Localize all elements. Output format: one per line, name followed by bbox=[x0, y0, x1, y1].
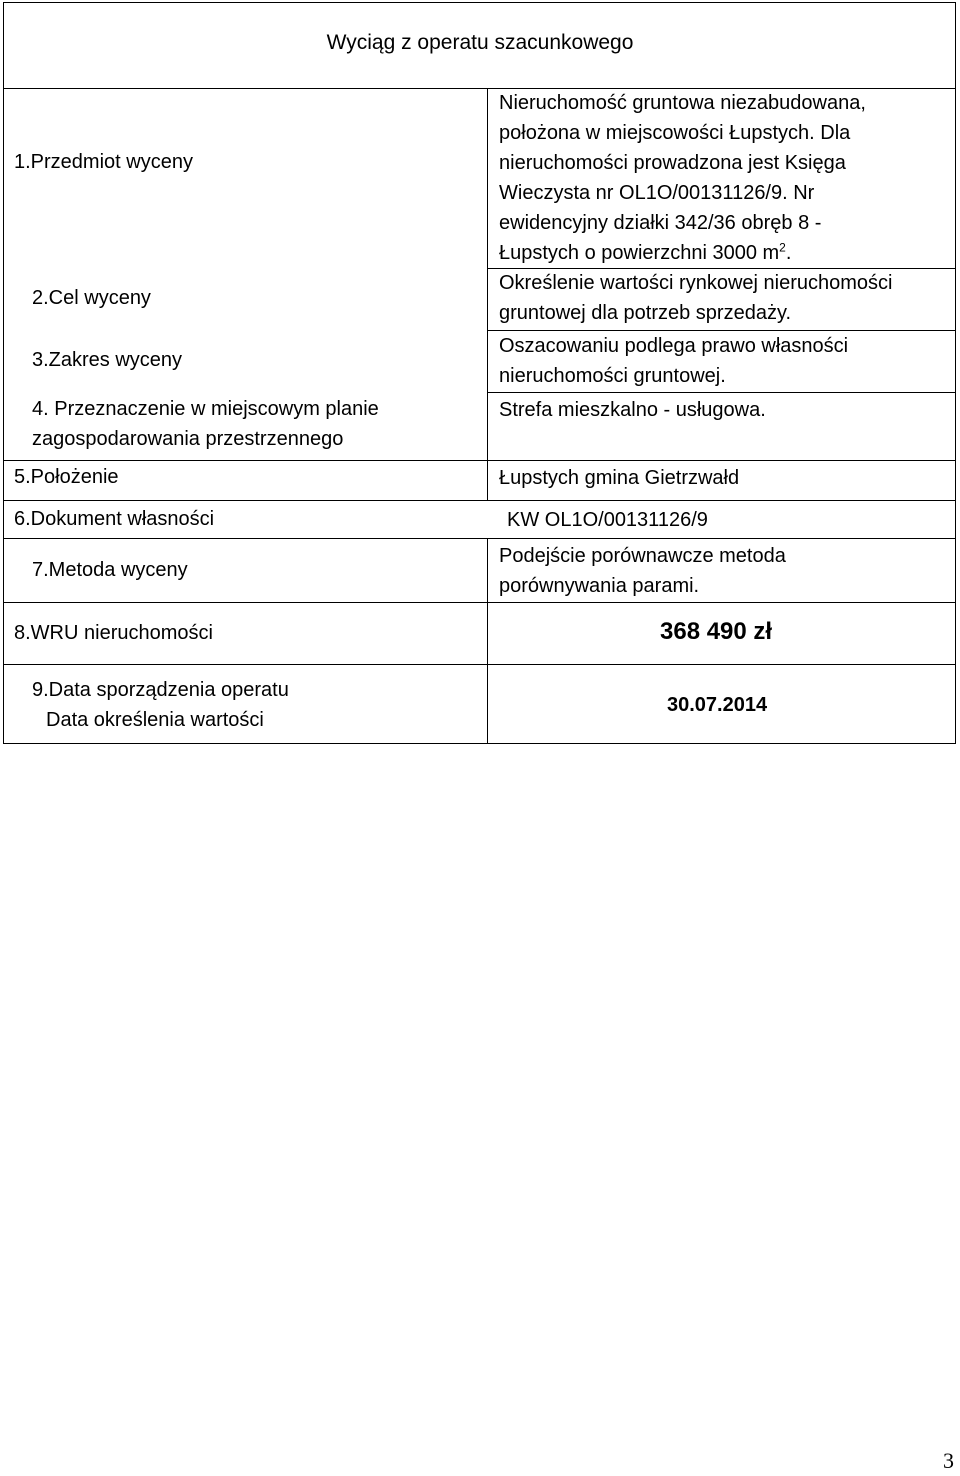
document-title: Wyciąg z operatu szacunkowego bbox=[326, 31, 634, 54]
row-divider bbox=[3, 500, 956, 501]
label-location: 5.Położenie bbox=[14, 466, 119, 488]
value-line: położona w miejscowości Łupstych. Dla bbox=[499, 122, 851, 144]
label-zoning bbox=[32, 394, 379, 454]
value-valuation-method bbox=[499, 541, 786, 601]
value-line: ewidencyjny działki 342/36 obręb 8 - bbox=[499, 212, 822, 234]
area-text: Łupstych o powierzchni 3000 m bbox=[499, 242, 780, 264]
label-scope: 3.Zakres wyceny bbox=[32, 349, 183, 371]
value-subject bbox=[499, 88, 866, 268]
value-line: porównywania parami. bbox=[499, 575, 700, 597]
value-line: Wieczysta nr OL1O/00131126/9. Nr bbox=[499, 182, 815, 204]
value-line-last bbox=[499, 238, 866, 268]
label-line: zagospodarowania przestrzennego bbox=[32, 428, 344, 450]
area-unit-superscript: 2 bbox=[779, 240, 786, 255]
row-divider bbox=[3, 460, 956, 461]
value-zoning: Strefa mieszkalno - usługowa. bbox=[499, 399, 766, 421]
label-line: 9.Data sporządzenia operatu bbox=[32, 679, 289, 701]
area-tail: . bbox=[785, 242, 792, 264]
label-purpose: 2.Cel wyceny bbox=[32, 287, 151, 309]
label-line: Data określenia wartości bbox=[46, 709, 264, 731]
value-line: Podejście porównawcze metoda bbox=[499, 545, 786, 567]
value-line: gruntowej dla potrzeb sprzedaży. bbox=[499, 302, 792, 324]
label-line: 4. Przeznaczenie w miejscowym planie bbox=[32, 398, 379, 420]
label-market-value: 8.WRU nieruchomości bbox=[14, 622, 213, 644]
value-line: Określenie wartości rynkowej nieruchomości bbox=[499, 272, 893, 294]
value-line: nieruchomości prowadzona jest Księga bbox=[499, 152, 846, 174]
value-line: Nieruchomość gruntowa niezabudowana, bbox=[499, 92, 866, 114]
row-divider bbox=[3, 538, 956, 539]
label-valuation-method: 7.Metoda wyceny bbox=[32, 559, 188, 581]
value-market-value: 368 490 zł bbox=[660, 618, 773, 645]
page-number: 3 bbox=[943, 1448, 954, 1473]
row-divider bbox=[3, 602, 956, 603]
value-location: Łupstych gmina Gietrzwałd bbox=[499, 467, 740, 489]
value-scope bbox=[499, 331, 848, 391]
value-line: Oszacowaniu podlega prawo własności bbox=[499, 335, 849, 357]
row-divider bbox=[3, 664, 956, 665]
column-divider bbox=[487, 538, 488, 744]
label-ownership-document: 6.Dokument własności bbox=[14, 508, 215, 530]
value-date: 30.07.2014 bbox=[667, 694, 768, 716]
value-purpose bbox=[499, 268, 892, 328]
label-dates bbox=[32, 675, 289, 735]
label-subject: 1.Przedmiot wyceny bbox=[14, 151, 193, 173]
value-ownership-document: KW OL1O/00131126/9 bbox=[507, 509, 708, 531]
value-line: nieruchomości gruntowej. bbox=[499, 365, 726, 387]
row-divider bbox=[487, 392, 956, 393]
column-divider bbox=[487, 88, 488, 500]
